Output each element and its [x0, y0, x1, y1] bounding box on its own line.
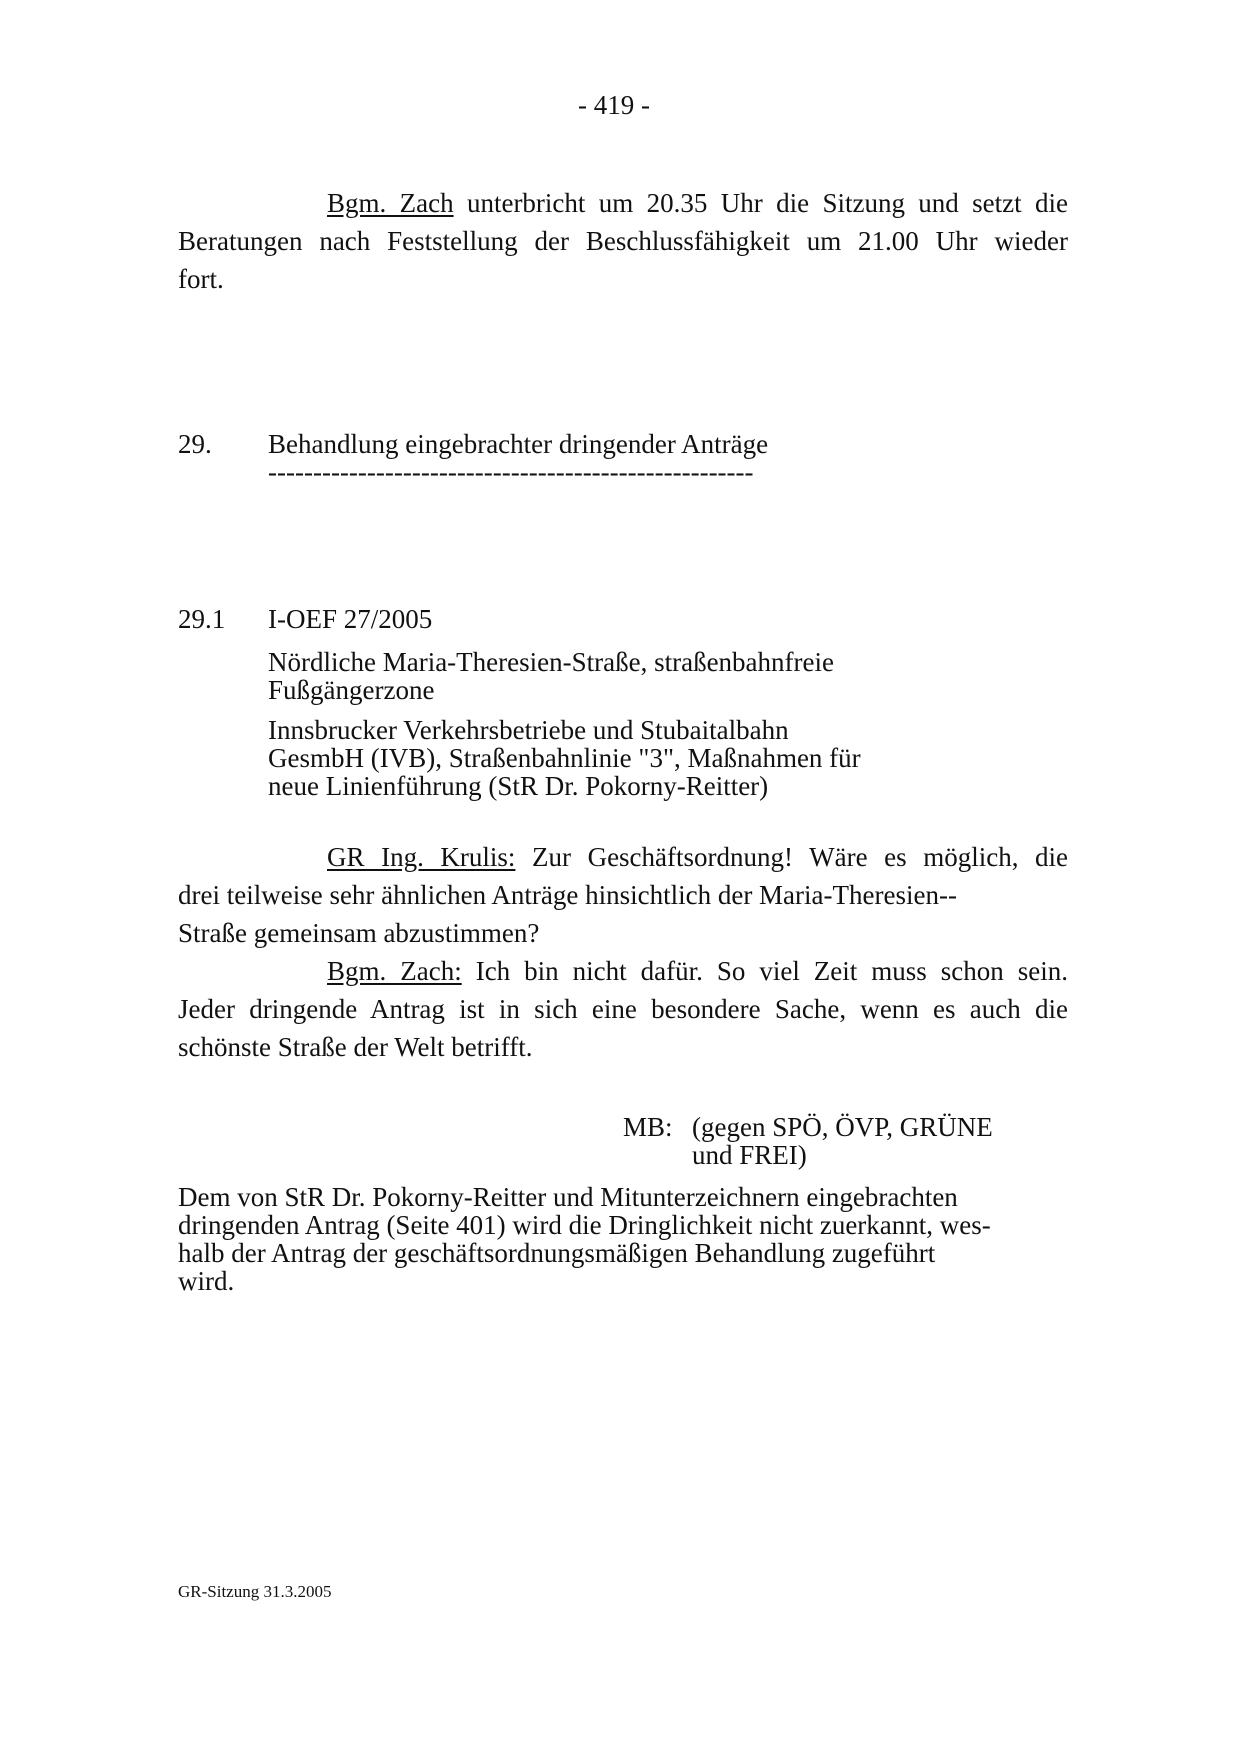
- resolution-line2: dringenden Antrag (Seite 401) wird die Dringlichkeit nicht zuerkannt, wes-: [178, 1210, 991, 1240]
- item-29-1-subject2-line2: GesmbH (IVB), Straßenbahnlinie "3", Maßnahmen für: [268, 743, 861, 773]
- item-29-number: 29.: [178, 429, 212, 459]
- resolution-line3: halb der Antrag der geschäftsordnungsmäßigen Behandlung zugeführt: [178, 1238, 936, 1268]
- krulis-line3: Straße gemeinsam abzustimmen?: [178, 918, 540, 948]
- item-29-1-subject1-line1: Nördliche Maria-Theresien-Straße, straßenbahnfreie: [268, 647, 834, 677]
- vote-line2: und FREI): [692, 1140, 807, 1170]
- speaker-bgm-zach-2: Bgm. Zach:: [327, 956, 462, 986]
- page-number: - 419 -: [578, 90, 650, 120]
- footer-session: GR-Sitzung 31.3.2005: [178, 1582, 332, 1601]
- para1-line3: fort.: [178, 264, 224, 294]
- resolution-line4: wird.: [178, 1266, 235, 1296]
- item-29-1-subject1-line2: Fußgängerzone: [268, 675, 435, 705]
- item-29-1-reference: I-OEF 27/2005: [268, 604, 433, 634]
- item-29-title: Behandlung eingebrachter dringender Anträge: [268, 429, 769, 459]
- para1-line2: Beratungen nach Feststellung der Beschlussfähigkeit um 21.00 Uhr wieder: [178, 226, 1068, 256]
- speaker-gr-krulis: GR Ing. Krulis:: [327, 842, 516, 872]
- zach-line2: Jeder dringende Antrag ist in sich eine besondere Sache, wenn es auch die: [178, 994, 1068, 1024]
- vote-line1: (gegen SPÖ, ÖVP, GRÜNE: [692, 1112, 993, 1142]
- item-29-1-subject2-line1: Innsbrucker Verkehrsbetriebe und Stubaitalbahn: [268, 715, 789, 745]
- zach-line1: Bgm. Zach: Ich bin nicht dafür. So viel Zeit muss schon sein.: [327, 956, 1068, 986]
- vote-label: MB:: [623, 1112, 673, 1142]
- krulis-line1: GR Ing. Krulis: Zur Geschäftsordnung! Wäre es möglich, die: [327, 842, 1069, 872]
- item-29-1-subject2-line3: neue Linienführung (StR Dr. Pokorny-Reitter): [268, 771, 769, 801]
- resolution-line1: Dem von StR Dr. Pokorny-Reitter und Mitunterzeichnern eingebrachten: [178, 1182, 958, 1212]
- speaker-bgm-zach: Bgm. Zach: [327, 188, 454, 218]
- item-29-1-number: 29.1: [178, 604, 226, 634]
- item-29-rule: ------------------------------------------------------: [268, 457, 754, 487]
- krulis-line2: drei teilweise sehr ähnlichen Anträge hinsichtlich der Maria-Theresien--: [178, 880, 957, 910]
- para1-line1: Bgm. Zach unterbricht um 20.35 Uhr die Sitzung und setzt die: [327, 188, 1068, 218]
- zach-line3: schönste Straße der Welt betrifft.: [178, 1032, 533, 1062]
